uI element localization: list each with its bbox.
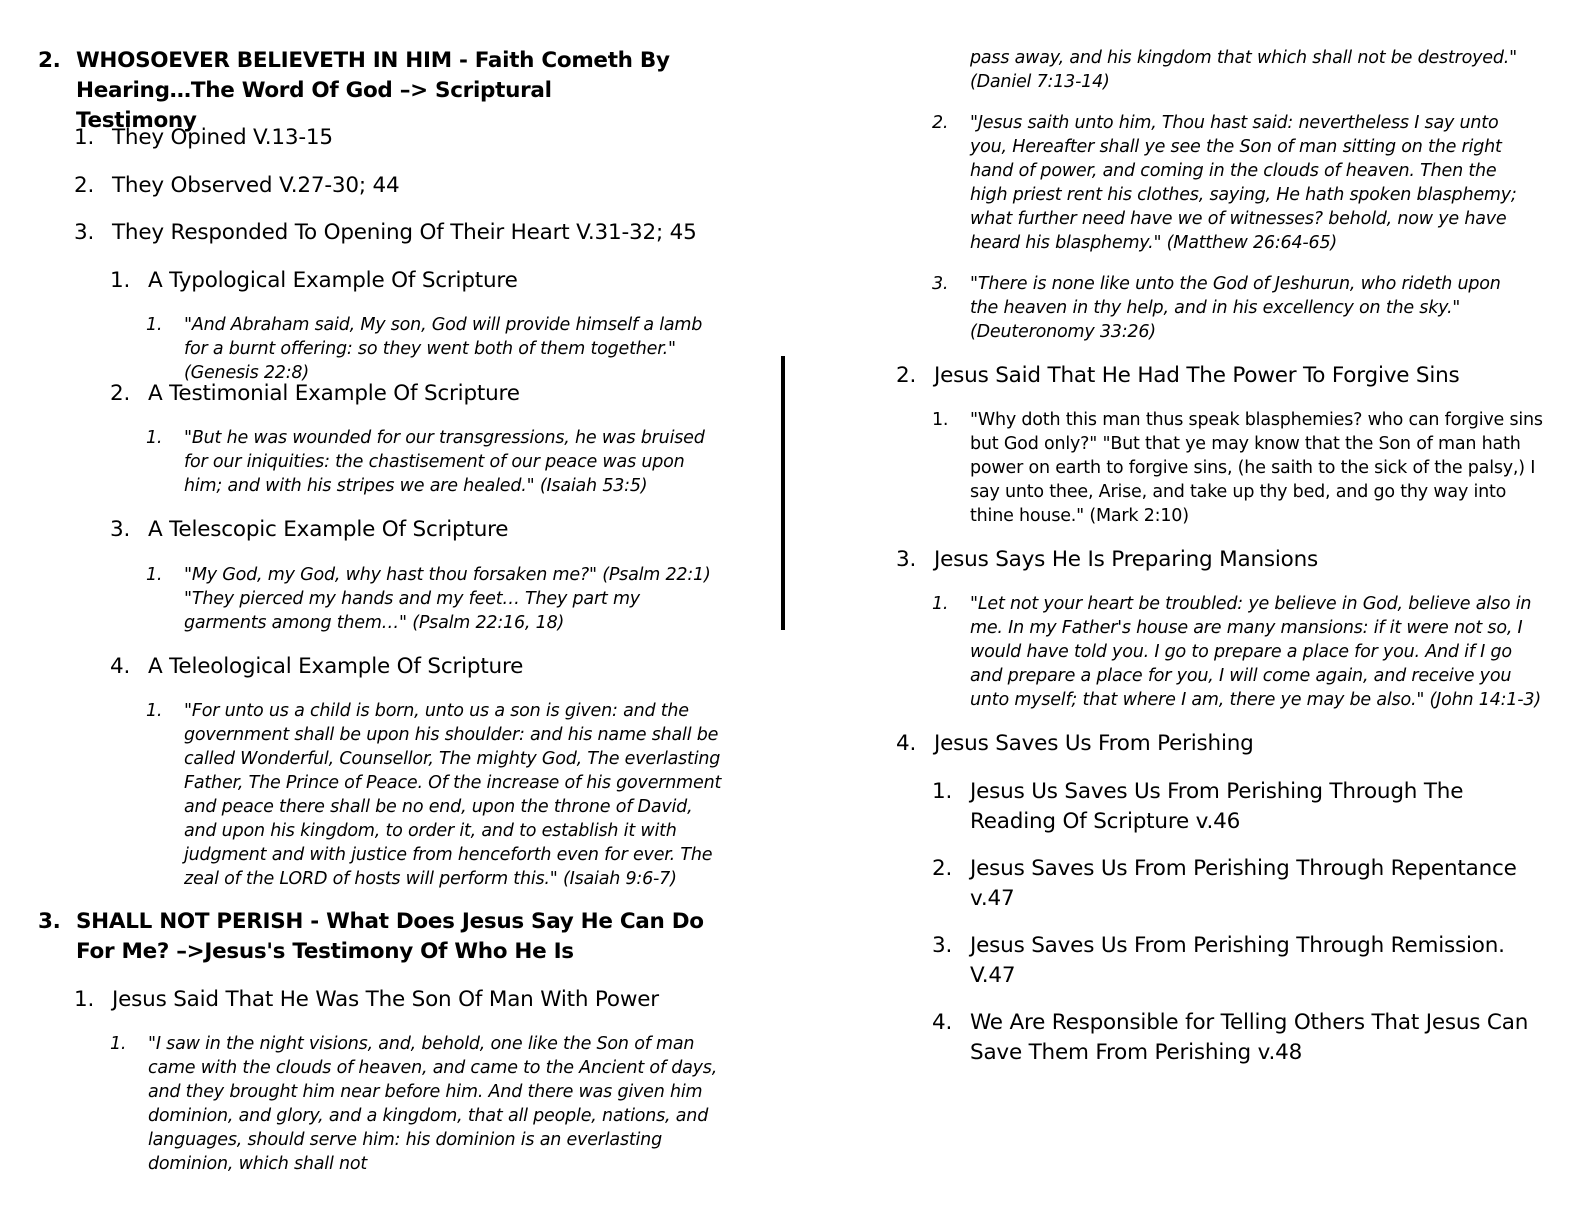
quote-text: "There is none like unto the God of Jeshurun, who rideth upon the heaven in thy help, and in his excellency on the sky." (Deuteronomy 33:26) <box>970 274 1501 342</box>
list-item <box>74 123 714 153</box>
example-item-testimonial <box>110 379 730 409</box>
list-number: 1. <box>110 268 131 293</box>
list-number: 2. <box>74 173 95 198</box>
list-item-text: Jesus Said That He Was The Son Of Man With Power <box>112 987 659 1012</box>
column-divider <box>781 356 785 630</box>
list-number: 4. <box>896 731 917 756</box>
list-number: 3. <box>110 517 131 542</box>
scripture-quote-continued <box>932 46 1532 94</box>
list-item-text: A Telescopic Example Of Scripture <box>148 517 509 542</box>
scripture-quote <box>110 1032 725 1176</box>
scripture-quote <box>932 272 1532 344</box>
list-item-text: They Observed V.27-30; 44 <box>112 173 400 198</box>
list-item-text: We Are Responsible for Telling Others That Jesus Can Save Them From Perishing v.48 <box>970 1010 1529 1065</box>
list-number: 1. <box>74 987 95 1012</box>
example-item-typological <box>110 266 730 296</box>
example-item-telescopic <box>110 515 730 545</box>
list-item <box>74 218 734 248</box>
list-number: 2. <box>38 48 61 73</box>
list-item-text: Jesus Saves Us From Perishing Through Repentance v.47 <box>970 856 1517 911</box>
list-number: 1. <box>146 428 163 448</box>
scripture-quote <box>146 563 726 635</box>
list-item-text: Jesus Said That He Had The Power To Forgive Sins <box>934 363 1460 388</box>
list-number: 2. <box>932 113 949 133</box>
scripture-quote <box>146 426 726 498</box>
list-number: 4. <box>932 1010 953 1035</box>
list-number: 1. <box>932 594 949 614</box>
list-number: 3. <box>38 909 61 934</box>
list-number: 3. <box>74 220 95 245</box>
list-item-text: Jesus Saves Us From Perishing Through Remission. V.47 <box>970 933 1505 988</box>
quote-text: "For unto us a child is born, unto us a son is given: and the government shall be upon his shoulder: and his name shall be called Wonderful, Counsellor, The mighty God, The everlasting Father, The Prince of Peace. Of the increase of his government and peace there shall be no end, upon the throne of David, and upon his kingdom, to order it, and to establish it with judgment and with justice from henceforth even for ever. The zeal of the LORD of hosts will perform this." (Isaiah 9:6-7) <box>184 701 722 889</box>
section-heading-shall-not-perish <box>38 907 708 967</box>
heading-text: SHALL NOT PERISH - What Does Jesus Say He Can Do For Me? –>Jesus's Testimony Of Who He Is <box>76 909 704 964</box>
list-number: 3. <box>932 274 949 294</box>
list-item <box>896 545 1556 575</box>
list-item-text: They Responded To Opening Of Their Heart V.31-32; 45 <box>112 220 697 245</box>
scripture-quote <box>146 699 726 891</box>
quote-text: "Let not your heart be troubled: ye believe in God, believe also in me. In my Father's house are many mansions: if it were not so, I would have told you. I go to prepare a place for you. And if I go and prepare a place for you, I will come again, and receive you unto myself; that where I am, there ye may be also." (John 14:1-3) <box>970 594 1541 710</box>
list-number: 3. <box>896 547 917 572</box>
scripture-quote <box>932 592 1542 712</box>
scripture-quote <box>932 408 1544 528</box>
list-item-text: Jesus Us Saves Us From Perishing Through The Reading Of Scripture v.46 <box>970 779 1464 834</box>
list-number: 1. <box>932 410 949 430</box>
list-number: 1. <box>932 779 953 804</box>
quote-text: "Jesus saith unto him, Thou hast said: nevertheless I say unto you, Hereafter shall ye see the Son of man sitting on the right hand of power, and coming in the clouds of heaven. Then the high priest rent his clothes, saying, He hath spoken blasphemy; what further need have we of witnesses? behold, now ye have heard his blasphemy." (Matthew 26:64-65) <box>970 113 1517 253</box>
list-number: 1. <box>146 565 163 585</box>
list-number: 4. <box>110 654 131 679</box>
list-item <box>74 985 734 1015</box>
list-number: 1. <box>146 701 163 721</box>
list-item <box>932 931 1542 991</box>
list-number: 1. <box>74 125 95 150</box>
list-item <box>932 854 1542 914</box>
list-item <box>932 1008 1542 1068</box>
quote-text: "Why doth this man thus speak blasphemies? who can forgive sins but God only?" "But that ye may know that the Son of man hath power on earth to forgive sins, (he saith to the sick of the palsy,) I say unto thee, Arise, and take up thy bed, and go thy way into thine house." (Mark 2:10) <box>970 410 1543 526</box>
list-item <box>74 171 714 201</box>
list-item-text: A Typological Example Of Scripture <box>148 268 518 293</box>
list-item-text: A Testimonial Example Of Scripture <box>148 381 520 406</box>
list-item-text: They Opined V.13-15 <box>112 125 333 150</box>
list-number: 3. <box>932 933 953 958</box>
list-item <box>932 777 1542 837</box>
list-number: 2. <box>932 856 953 881</box>
quote-text: "My God, my God, why hast thou forsaken me?" (Psalm 22:1) "They pierced my hands and my feet… They part my garments among them…" (Psalm 22:16, 18) <box>184 565 711 633</box>
heading-text: WHOSOEVER BELIEVETH IN HIM - Faith Cometh By Hearing…The Word Of God –> Scriptural Testimony <box>76 48 670 133</box>
list-item-text: Jesus Saves Us From Perishing <box>934 731 1254 756</box>
list-number: 2. <box>110 381 131 406</box>
scripture-quote <box>932 111 1532 255</box>
list-item-text: A Teleological Example Of Scripture <box>148 654 524 679</box>
example-item-teleological <box>110 652 730 682</box>
list-number: 2. <box>896 363 917 388</box>
list-number-placeholder <box>932 46 970 94</box>
quote-text: "But he was wounded for our transgressions, he was bruised for our iniquities: the chastisement of our peace was upon him; and with his stripes we are healed." (Isaiah 53:5) <box>184 428 705 496</box>
quote-text: "I saw in the night visions, and, behold, one like the Son of man came with the clouds of heaven, and came to the Ancient of days, and they brought him near before him. And there was given him dominion, and glory, and a kingdom, that all people, nations, and languages, should serve him: his dominion is an everlasting dominion, which shall not <box>148 1034 718 1174</box>
list-item-text: Jesus Says He Is Preparing Mansions <box>934 547 1319 572</box>
list-item <box>896 729 1556 759</box>
list-item <box>896 361 1556 391</box>
quote-text: "And Abraham said, My son, God will provide himself a lamb for a burnt offering: so they went both of them together." (Genesis 22:8) <box>184 315 703 383</box>
quote-text: pass away, and his kingdom that which shall not be destroyed." (Daniel 7:13-14) <box>970 48 1517 92</box>
list-number: 1. <box>110 1034 127 1054</box>
scripture-quote <box>146 313 726 385</box>
list-number: 1. <box>146 315 163 335</box>
